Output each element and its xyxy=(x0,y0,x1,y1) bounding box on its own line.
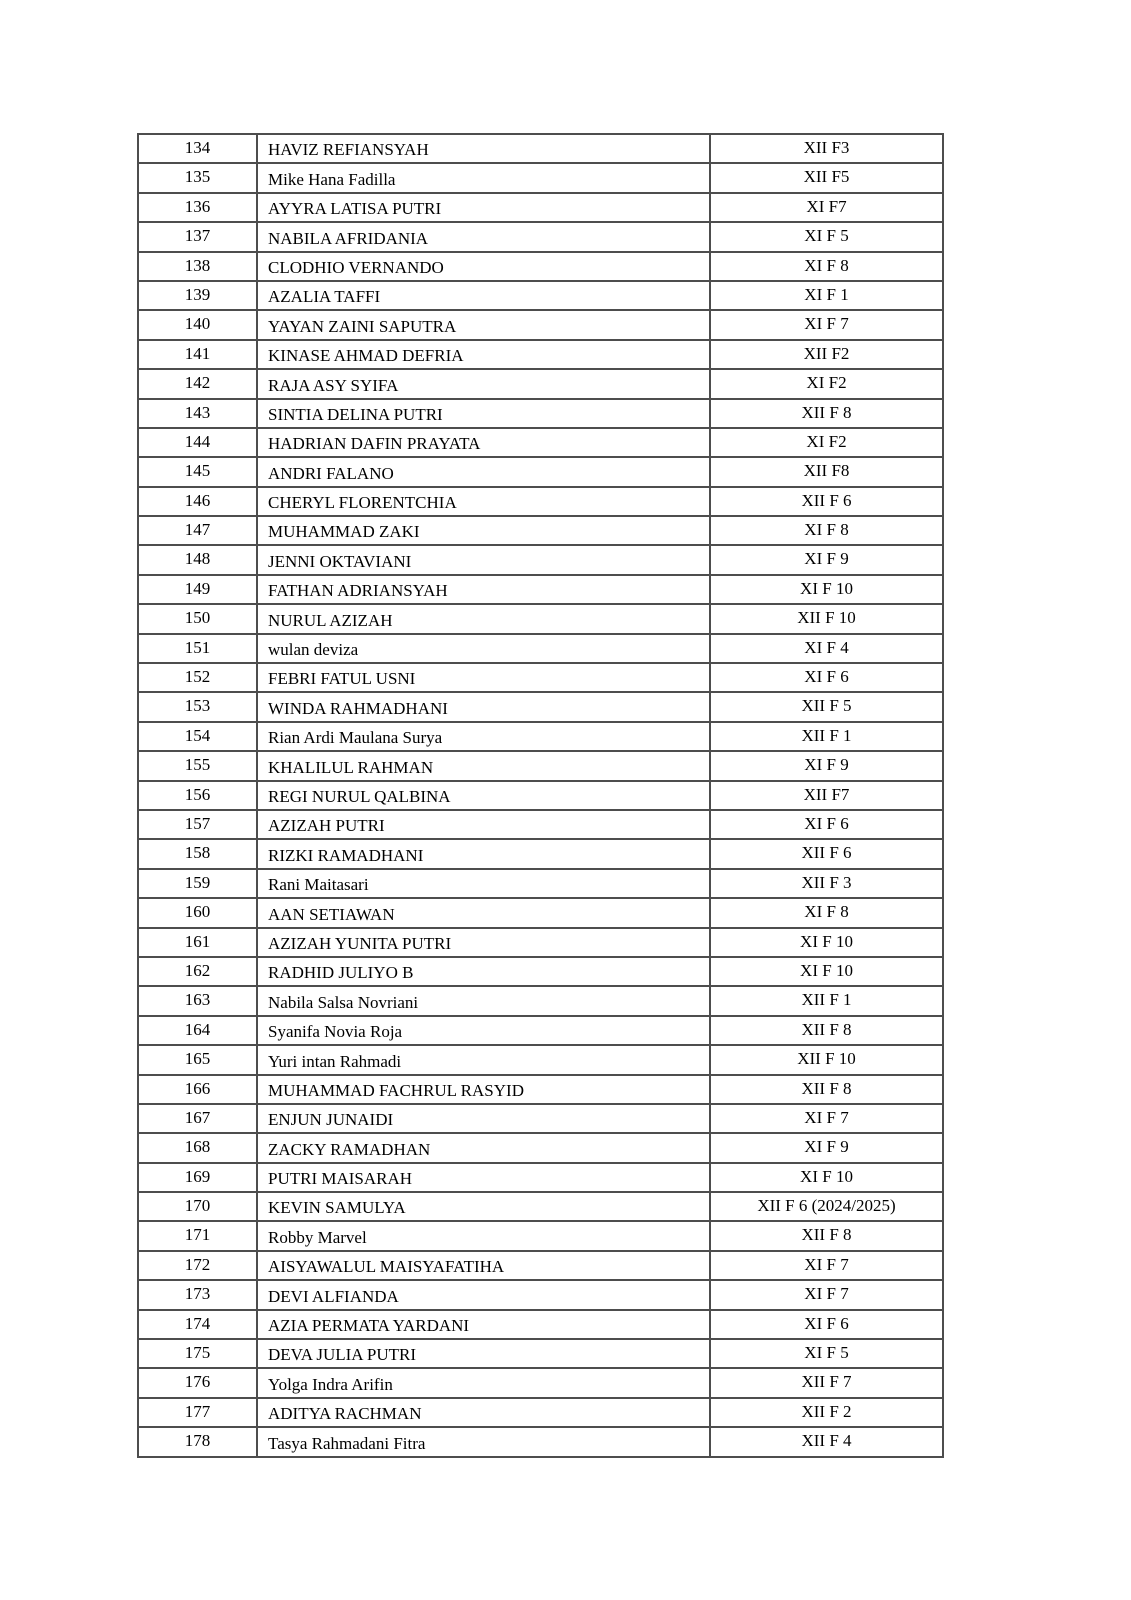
roster-name-cell: ZACKY RAMADHAN xyxy=(257,1133,710,1162)
roster-class-cell: XI F 6 xyxy=(710,810,943,839)
roster-class-cell: XI F7 xyxy=(710,193,943,222)
roster-name-cell: AZALIA TAFFI xyxy=(257,281,710,310)
roster-class-cell: XII F3 xyxy=(710,134,943,163)
table-row xyxy=(138,1016,943,1045)
roster-name-cell: ENJUN JUNAIDI xyxy=(257,1104,710,1133)
roster-number-cell: 144 xyxy=(138,428,257,457)
roster-number-cell: 154 xyxy=(138,722,257,751)
roster-class-cell: XII F 10 xyxy=(710,1045,943,1074)
table-row xyxy=(138,487,943,516)
roster-class-cell: XII F 2 xyxy=(710,1398,943,1427)
roster-number-cell: 141 xyxy=(138,340,257,369)
roster-name-cell: RAJA ASY SYIFA xyxy=(257,369,710,398)
table-row xyxy=(138,1251,943,1280)
roster-name-cell: NURUL AZIZAH xyxy=(257,604,710,633)
table-row xyxy=(138,986,943,1015)
roster-name-cell: Rian Ardi Maulana Surya xyxy=(257,722,710,751)
table-row xyxy=(138,869,943,898)
roster-name-cell: Syanifa Novia Roja xyxy=(257,1016,710,1045)
roster-number-cell: 151 xyxy=(138,634,257,663)
roster-number-cell: 146 xyxy=(138,487,257,516)
roster-name-cell: WINDA RAHMADHANI xyxy=(257,692,710,721)
table-row xyxy=(138,1398,943,1427)
roster-number-cell: 161 xyxy=(138,928,257,957)
roster-number-cell: 165 xyxy=(138,1045,257,1074)
roster-class-cell: XI F 10 xyxy=(710,1163,943,1192)
roster-number-cell: 171 xyxy=(138,1221,257,1250)
table-row xyxy=(138,1280,943,1309)
roster-number-cell: 143 xyxy=(138,399,257,428)
table-row xyxy=(138,193,943,222)
roster-number-cell: 177 xyxy=(138,1398,257,1427)
roster-name-cell: SINTIA DELINA PUTRI xyxy=(257,399,710,428)
roster-name-cell: FEBRI FATUL USNI xyxy=(257,663,710,692)
roster-class-cell: XI F 10 xyxy=(710,928,943,957)
table-row xyxy=(138,957,943,986)
roster-number-cell: 142 xyxy=(138,369,257,398)
roster-class-cell: XII F 6 (2024/2025) xyxy=(710,1192,943,1221)
table-row xyxy=(138,634,943,663)
roster-class-cell: XII F5 xyxy=(710,163,943,192)
roster-class-cell: XI F 7 xyxy=(710,1280,943,1309)
roster-class-cell: XII F 1 xyxy=(710,722,943,751)
roster-class-cell: XII F 8 xyxy=(710,1221,943,1250)
table-row xyxy=(138,1163,943,1192)
roster-class-cell: XII F 8 xyxy=(710,1075,943,1104)
roster-name-cell: Yuri intan Rahmadi xyxy=(257,1045,710,1074)
roster-number-cell: 173 xyxy=(138,1280,257,1309)
roster-class-cell: XII F 1 xyxy=(710,986,943,1015)
roster-name-cell: HADRIAN DAFIN PRAYATA xyxy=(257,428,710,457)
roster-number-cell: 136 xyxy=(138,193,257,222)
table-row xyxy=(138,310,943,339)
roster-name-cell: CHERYL FLORENTCHIA xyxy=(257,487,710,516)
roster-number-cell: 176 xyxy=(138,1368,257,1397)
roster-class-cell: XI F 9 xyxy=(710,545,943,574)
table-row xyxy=(138,399,943,428)
roster-number-cell: 174 xyxy=(138,1310,257,1339)
roster-class-cell: XII F 8 xyxy=(710,1016,943,1045)
roster-class-cell: XII F 10 xyxy=(710,604,943,633)
roster-number-cell: 138 xyxy=(138,252,257,281)
roster-name-cell: Yolga Indra Arifin xyxy=(257,1368,710,1397)
roster-number-cell: 157 xyxy=(138,810,257,839)
table-row xyxy=(138,1104,943,1133)
roster-name-cell: JENNI OKTAVIANI xyxy=(257,545,710,574)
roster-class-cell: XI F 8 xyxy=(710,252,943,281)
roster-class-cell: XI F 10 xyxy=(710,575,943,604)
table-row xyxy=(138,1075,943,1104)
table-row xyxy=(138,134,943,163)
table-row xyxy=(138,457,943,486)
roster-name-cell: DEVA JULIA PUTRI xyxy=(257,1339,710,1368)
roster-number-cell: 156 xyxy=(138,781,257,810)
roster-class-cell: XI F 6 xyxy=(710,1310,943,1339)
roster-name-cell: KINASE AHMAD DEFRIA xyxy=(257,340,710,369)
roster-class-cell: XI F 10 xyxy=(710,957,943,986)
roster-name-cell: AISYAWALUL MAISYAFATIHA xyxy=(257,1251,710,1280)
roster-name-cell: DEVI ALFIANDA xyxy=(257,1280,710,1309)
roster-name-cell: KEVIN SAMULYA xyxy=(257,1192,710,1221)
roster-number-cell: 172 xyxy=(138,1251,257,1280)
roster-name-cell: AZIZAH PUTRI xyxy=(257,810,710,839)
table-row xyxy=(138,1192,943,1221)
roster-class-cell: XII F 6 xyxy=(710,487,943,516)
table-row xyxy=(138,781,943,810)
roster-number-cell: 164 xyxy=(138,1016,257,1045)
table-row xyxy=(138,281,943,310)
roster-name-cell: AZIA PERMATA YARDANI xyxy=(257,1310,710,1339)
table-row xyxy=(138,340,943,369)
roster-class-cell: XI F2 xyxy=(710,428,943,457)
table-row xyxy=(138,163,943,192)
roster-name-cell: FATHAN ADRIANSYAH xyxy=(257,575,710,604)
roster-name-cell: AAN SETIAWAN xyxy=(257,898,710,927)
roster-name-cell: MUHAMMAD ZAKI xyxy=(257,516,710,545)
table-row xyxy=(138,575,943,604)
roster-class-cell: XII F2 xyxy=(710,340,943,369)
roster-number-cell: 162 xyxy=(138,957,257,986)
roster-name-cell: Rani Maitasari xyxy=(257,869,710,898)
roster-name-cell: AZIZAH YUNITA PUTRI xyxy=(257,928,710,957)
roster-class-cell: XI F 1 xyxy=(710,281,943,310)
table-row xyxy=(138,369,943,398)
roster-number-cell: 163 xyxy=(138,986,257,1015)
roster-name-cell: ANDRI FALANO xyxy=(257,457,710,486)
roster-number-cell: 145 xyxy=(138,457,257,486)
roster-class-cell: XI F2 xyxy=(710,369,943,398)
table-row xyxy=(138,722,943,751)
roster-name-cell: MUHAMMAD FACHRUL RASYID xyxy=(257,1075,710,1104)
table-row xyxy=(138,516,943,545)
roster-number-cell: 175 xyxy=(138,1339,257,1368)
table-row xyxy=(138,545,943,574)
roster-number-cell: 160 xyxy=(138,898,257,927)
roster-name-cell: CLODHIO VERNANDO xyxy=(257,252,710,281)
roster-name-cell: wulan deviza xyxy=(257,634,710,663)
roster-class-cell: XII F 4 xyxy=(710,1427,943,1456)
roster-class-cell: XI F 5 xyxy=(710,1339,943,1368)
roster-name-cell: ADITYA RACHMAN xyxy=(257,1398,710,1427)
roster-number-cell: 166 xyxy=(138,1075,257,1104)
roster-name-cell: AYYRA LATISA PUTRI xyxy=(257,193,710,222)
roster-number-cell: 178 xyxy=(138,1427,257,1456)
roster-class-cell: XI F 5 xyxy=(710,222,943,251)
table-row xyxy=(138,663,943,692)
roster-name-cell: REGI NURUL QALBINA xyxy=(257,781,710,810)
table-row xyxy=(138,1368,943,1397)
roster-body xyxy=(138,134,943,1457)
table-row xyxy=(138,222,943,251)
roster-number-cell: 153 xyxy=(138,692,257,721)
table-row xyxy=(138,1310,943,1339)
table-row xyxy=(138,898,943,927)
roster-class-cell: XI F 7 xyxy=(710,1104,943,1133)
roster-name-cell: Nabila Salsa Novriani xyxy=(257,986,710,1015)
roster-class-cell: XI F 7 xyxy=(710,1251,943,1280)
roster-number-cell: 167 xyxy=(138,1104,257,1133)
roster-number-cell: 139 xyxy=(138,281,257,310)
roster-number-cell: 170 xyxy=(138,1192,257,1221)
roster-name-cell: Mike Hana Fadilla xyxy=(257,163,710,192)
table-row xyxy=(138,1339,943,1368)
roster-number-cell: 147 xyxy=(138,516,257,545)
roster-name-cell: NABILA AFRIDANIA xyxy=(257,222,710,251)
roster-name-cell: YAYAN ZAINI SAPUTRA xyxy=(257,310,710,339)
roster-number-cell: 159 xyxy=(138,869,257,898)
roster-class-cell: XII F 8 xyxy=(710,399,943,428)
roster-number-cell: 148 xyxy=(138,545,257,574)
table-row xyxy=(138,839,943,868)
roster-class-cell: XI F 8 xyxy=(710,898,943,927)
table-row xyxy=(138,1221,943,1250)
table-row xyxy=(138,252,943,281)
roster-class-cell: XI F 6 xyxy=(710,663,943,692)
roster-class-cell: XII F 3 xyxy=(710,869,943,898)
roster-class-cell: XI F 4 xyxy=(710,634,943,663)
roster-number-cell: 152 xyxy=(138,663,257,692)
roster-class-cell: XII F 6 xyxy=(710,839,943,868)
student-roster-table xyxy=(137,133,944,1458)
table-row xyxy=(138,604,943,633)
roster-number-cell: 134 xyxy=(138,134,257,163)
roster-number-cell: 150 xyxy=(138,604,257,633)
roster-number-cell: 155 xyxy=(138,751,257,780)
roster-class-cell: XI F 9 xyxy=(710,751,943,780)
roster-name-cell: HAVIZ REFIANSYAH xyxy=(257,134,710,163)
roster-name-cell: KHALILUL RAHMAN xyxy=(257,751,710,780)
table-row xyxy=(138,428,943,457)
roster-number-cell: 135 xyxy=(138,163,257,192)
roster-name-cell: RADHID JULIYO B xyxy=(257,957,710,986)
roster-class-cell: XII F8 xyxy=(710,457,943,486)
roster-number-cell: 149 xyxy=(138,575,257,604)
table-row xyxy=(138,1045,943,1074)
roster-class-cell: XII F 7 xyxy=(710,1368,943,1397)
roster-class-cell: XII F 5 xyxy=(710,692,943,721)
roster-number-cell: 140 xyxy=(138,310,257,339)
roster-class-cell: XII F7 xyxy=(710,781,943,810)
roster-number-cell: 169 xyxy=(138,1163,257,1192)
roster-number-cell: 168 xyxy=(138,1133,257,1162)
table-row xyxy=(138,1427,943,1456)
roster-number-cell: 137 xyxy=(138,222,257,251)
table-row xyxy=(138,1133,943,1162)
table-row xyxy=(138,810,943,839)
roster-number-cell: 158 xyxy=(138,839,257,868)
roster-name-cell: Tasya Rahmadani Fitra xyxy=(257,1427,710,1456)
table-row xyxy=(138,928,943,957)
table-row xyxy=(138,751,943,780)
roster-name-cell: Robby Marvel xyxy=(257,1221,710,1250)
roster-class-cell: XI F 9 xyxy=(710,1133,943,1162)
roster-class-cell: XI F 8 xyxy=(710,516,943,545)
roster-class-cell: XI F 7 xyxy=(710,310,943,339)
table-row xyxy=(138,692,943,721)
roster-name-cell: RIZKI RAMADHANI xyxy=(257,839,710,868)
roster-name-cell: PUTRI MAISARAH xyxy=(257,1163,710,1192)
